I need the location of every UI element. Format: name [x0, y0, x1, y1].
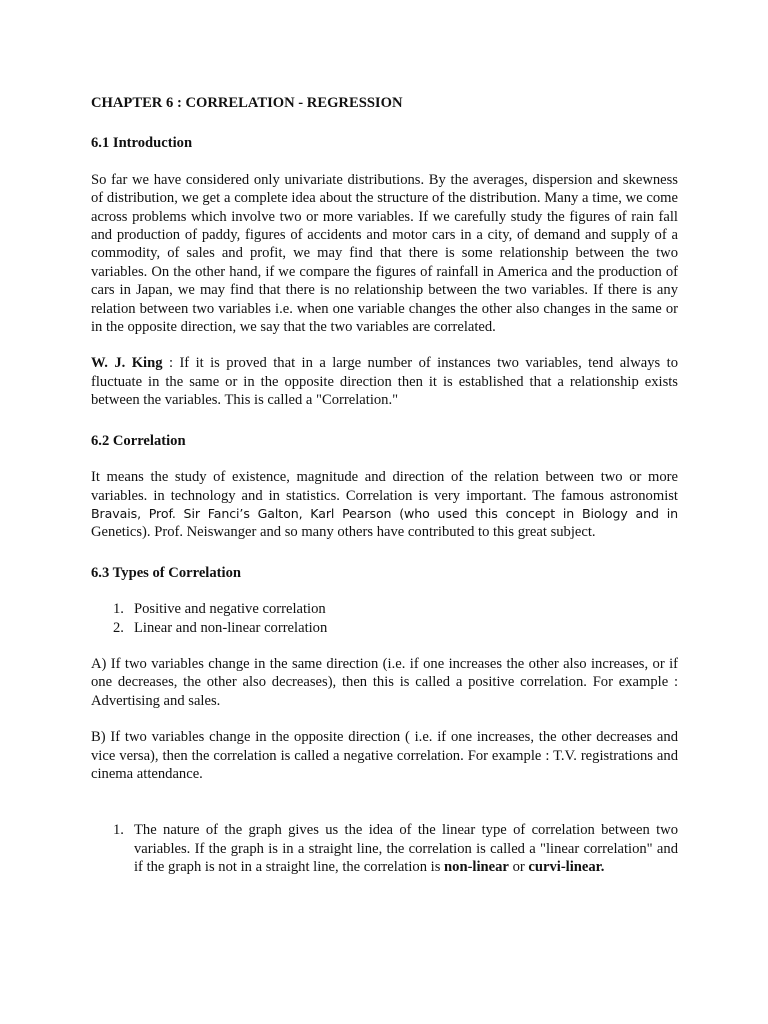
correlation-text-names: Bravais, Prof. Sir Fanci’s Galton, Karl Pearson (who used this concept in Biology and in: [91, 505, 678, 521]
non-linear-term: non-linear: [444, 859, 509, 876]
list-item: 1. Positive and negative correlation: [113, 601, 326, 618]
linear-list: [91, 821, 678, 876]
list-item: 2. Linear and non-linear correlation: [113, 619, 328, 636]
positive-correlation-paragraph: A) If two variables change in the same direction (i.e. if one increases the other also increases, or if one decreases, the other also decreases), then this is called a positive correlation. For example : Advertising and sales.: [91, 655, 678, 709]
section-heading-types: 6.3 Types of Correlation: [91, 564, 241, 581]
chapter-title: CHAPTER 6 : CORRELATION - REGRESSION: [91, 95, 403, 111]
curvi-linear-term: curvi-linear.: [528, 859, 605, 876]
correlation-paragraph: [91, 468, 678, 542]
section-heading-introduction: 6.1 Introduction: [91, 135, 193, 152]
list-item: 1. The nature of the graph gives us the idea of the linear type of correlation between two variables. If the graph is in a straight line, the correlation is called a "linear correlation" and if the graph is not in a straight line, the correlation is non-linear or curvi-linear.: [113, 822, 678, 876]
king-definition-paragraph: [91, 354, 678, 409]
king-definition-text: : If it is proved that in a large number of instances two variables, tend always to fluctuate in the same or in the opposite direction then it is established that a relationship exists between the variables. This is called a "Correlation.": [91, 355, 678, 409]
types-list: [91, 600, 678, 637]
king-name: W. J. King: [91, 355, 163, 372]
section-heading-correlation: 6.2 Correlation: [91, 432, 186, 449]
correlation-text-start: It means the study of existence, magnitude and direction of the relation between two or more variables. in technology and in statistics. Correlation is very important. The famous astronomist: [91, 469, 678, 504]
correlation-text-end: Genetics). Prof. Neiswanger and so many others have contributed to this great subject.: [91, 524, 596, 541]
introduction-paragraph: So far we have considered only univariate distributions. By the averages, dispersion and skewness of distribution, we get a complete idea about the structure of the distribution. Many a time, we come across problems which involve two or more variables. If we carefully study the figures of rain fall and production of paddy, figures of accidents and motor cars in a city, of demand and supply of a commodity, of sales and profit, we may find that there is some relationship between the two variables. On the other hand, if we compare the figures of rainfall in America and the production of cars in Japan, we may find that there is no relationship between the two variables. If there is any relation between two variables i.e. when one variable changes the other also changes in the same or in the opposite direction, we say that the two variables are correlated.: [91, 171, 678, 336]
negative-correlation-paragraph: B) If two variables change in the opposite direction ( i.e. if one increases, the other decreases and vice versa), then the correlation is called a negative correlation. For example : T.V. registrations and cinema attendance.: [91, 729, 678, 782]
